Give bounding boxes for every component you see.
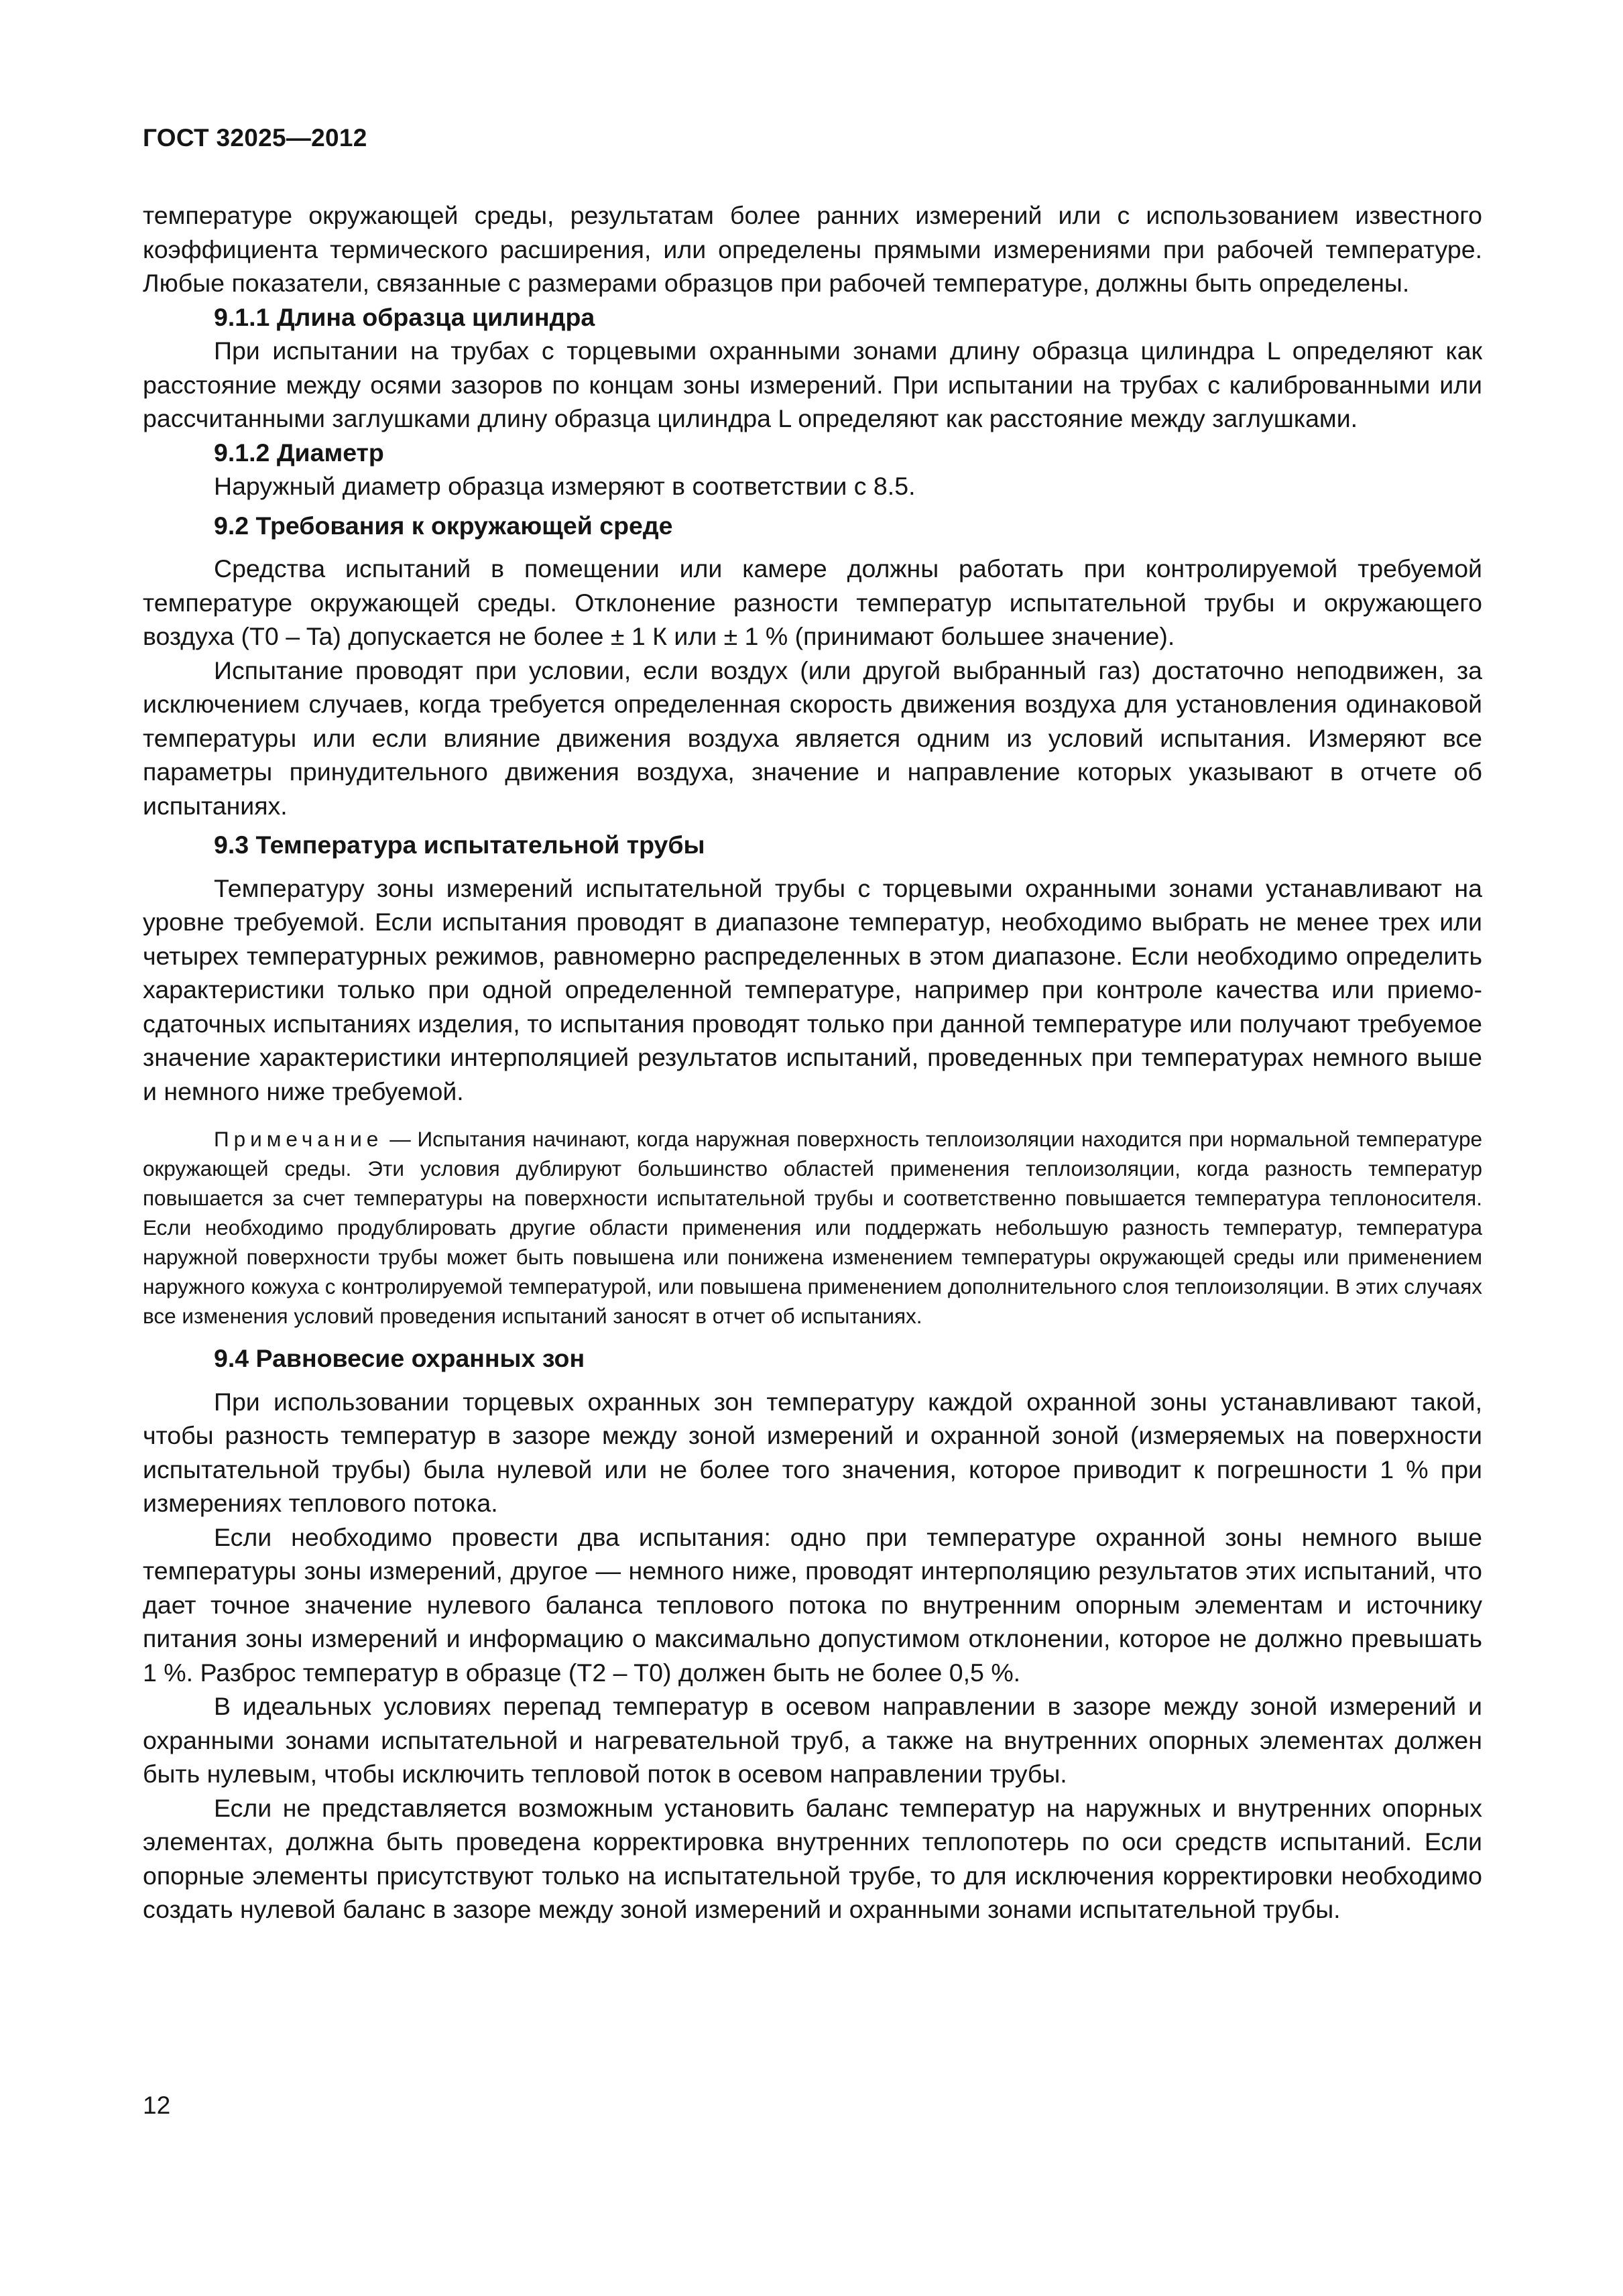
paragraph: Температуру зоны измерений испытательной трубы с торцевыми охранными зонами устанавливают на уровне требуемой. Если испытания проводят в диапазоне температур, необходимо выбрать не менее трех или четырех температурных режимов, равномерно распределенных в этом диапазоне. Если необходимо определить характеристики только при одной определенной температуре, например при контроле качества или приемо-сдаточных испытаниях изделия, то испытания проводят только при данной температуре или получают требуемое значение характеристики интерполяцией результатов испытаний, проведенных при температурах немного выше и немного ниже требуемой. bbox=[143, 873, 1482, 1105]
paragraph: Испытание проводят при условии, если воздух (или другой выбранный газ) достаточно неподвижен, за исключением случаев, когда требуется определенная скорость движения воздуха для установления одинаковой температуры или если влияние движения воздуха является одним из условий испытания. Измеряют все параметры принудительного движения воздуха, значение и направление которых указывают в отчете об испытаниях. bbox=[143, 656, 1482, 820]
document-body bbox=[143, 198, 1482, 1927]
section-heading-9-1-2: 9.1.2 Диаметр bbox=[214, 438, 384, 467]
paragraph: В идеальных условиях перепад температур в осевом направлении в зазоре между зоной измерений и охранными зонами испытательной и нагревательной труб, а также на внутренних опорных элементах должен быть нулевым, чтобы исключить тепловой поток в осевом направлении трубы. bbox=[143, 1692, 1482, 1788]
page-number: 12 bbox=[143, 2092, 171, 2119]
document-code-header: ГОСТ 32025—2012 bbox=[143, 124, 367, 152]
section-heading-9-3: 9.3 Температура испытательной трубы bbox=[214, 831, 705, 859]
section-heading-9-4: 9.4 Равновесие охранных зон bbox=[214, 1344, 585, 1372]
note-label: Примечание bbox=[214, 1127, 383, 1151]
paragraph-continued: температуре окружающей среды, результатам более ранних измерений или с использованием известного коэффициента термического расширения, или определены прямыми измерениями при рабочей температуре. Любые показатели, связанные с размерами образцов при рабочей температуре, должны быть определены. bbox=[143, 201, 1482, 297]
paragraph: При использовании торцевых охранных зон температуру каждой охранной зоны устанавливают такой, чтобы разность температур в зазоре между зоной измерений и охранной зоной (измеряемых на поверхности испытательной трубы) была нулевой или не более того значения, которое приводит к погрешности 1 % при измерениях теплового потока. bbox=[143, 1387, 1482, 1517]
section-heading-9-2: 9.2 Требования к окружающей среде bbox=[214, 511, 673, 540]
note-block bbox=[143, 1124, 1482, 1331]
paragraph: Наружный диаметр образца измеряют в соответствии с 8.5. bbox=[214, 472, 916, 500]
note-text: — Испытания начинают, когда наружная поверхность теплоизоляции находится при нормальной температуре окружающей среды. Эти условия дублируют большинство областей применения теплоизоляции, когда разность температур повышается за счет температуры на поверхности испытательной трубы и соответственно повышается температура теплоносителя. Если необходимо продублировать другие области применения или поддержать небольшую разность температур, температура наружной поверхности трубы может быть повышена или понижена изменением температуры окружающей среды или применением наружного кожуха с контролируемой температурой, или повышена применением дополнительного слоя теплоизоляции. В этих случаях все изменения условий проведения испытаний заносят в отчет об испытаниях. bbox=[143, 1127, 1482, 1328]
paragraph: Если не представляется возможным установить баланс температур на наружных и внутренних опорных элементах, должна быть проведена корректировка внутренних теплопотерь по оси средств испытаний. Если опорные элементы присутствуют только на испытательной трубе, то для исключения корректировки необходимо создать нулевой баланс в зазоре между зоной измерений и охранными зонами испытательной трубы. bbox=[143, 1793, 1482, 1923]
paragraph: При испытании на трубах с торцевыми охранными зонами длину образца цилиндра L определяют как расстояние между осями зазоров по концам зоны измерений. При испытании на трубах с калиброванными или рассчитанными заглушками длину образца цилиндра L определяют как расстояние между заглушками. bbox=[143, 337, 1482, 432]
paragraph: Если необходимо провести два испытания: одно при температуре охранной зоны немного выше температуры зоны измерений, другое — немного ниже, проводят интерполяцию результатов этих испытаний, что дает точное значение нулевого баланса теплового потока по внутренним опорным элементам и источнику питания зоны измерений и информацию о максимально допустимом отклонении, которое не должно превышать 1 %. Разброс температур в образце (T2 – T0) должен быть не более 0,5 %. bbox=[143, 1522, 1482, 1687]
section-heading-9-1-1: 9.1.1 Длина образца цилиндра bbox=[214, 302, 595, 331]
paragraph: Средства испытаний в помещении или камере должны работать при контролируемой требуемой температуре окружающей среды. Отклонение разности температур испытательной трубы и окружающего воздуха (T0 – Ta) допускается не более ± 1 К или ± 1 % (принимают большее значение). bbox=[143, 554, 1482, 650]
